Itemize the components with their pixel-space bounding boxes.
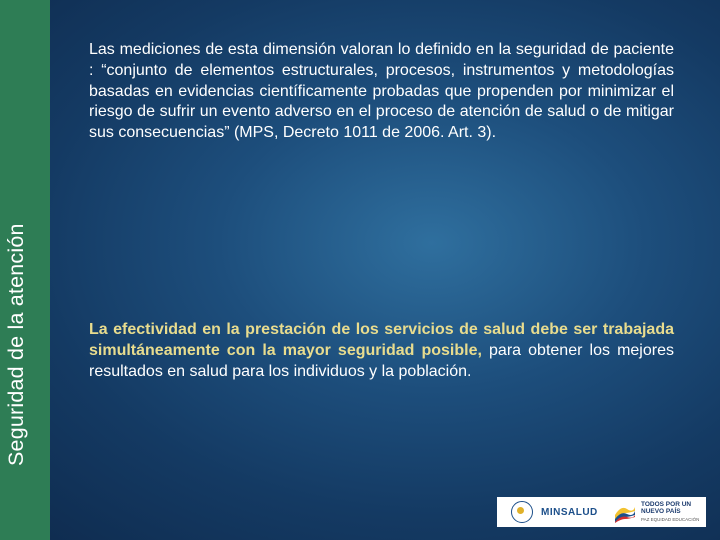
paragraph-effectiveness bbox=[89, 320, 674, 382]
footer-logos bbox=[497, 497, 706, 527]
logo-line-2: NUEVO PAÍS bbox=[641, 508, 681, 516]
minsalud-logo-text: MINSALUD bbox=[541, 506, 598, 518]
paragraph-rest-text: para obtener los mejores resultados en salud para los individuos y la población. bbox=[89, 341, 674, 380]
minsalud-logo bbox=[497, 501, 607, 523]
flag-wave-icon bbox=[613, 501, 637, 523]
government-logo-text bbox=[641, 501, 699, 524]
logo-line-1: TODOS POR UN bbox=[641, 500, 692, 508]
government-logo bbox=[607, 501, 699, 524]
paragraph-definition: Las mediciones de esta dimensión valoran lo definido en la seguridad de paciente : “conjunto de elementos estructurales, procesos, instrumentos y metodologías basadas en evidencias científicamente probadas que propenden por minimizar el riesgo de sufrir un evento adverso en el proceso de atención de salud o de mitigar sus consecuencias” (MPS, Decreto 1011 de 2006. Art. 3). bbox=[89, 41, 674, 142]
coat-of-arms-icon bbox=[511, 501, 533, 523]
slide-title: Seguridad de la atención bbox=[4, 223, 28, 466]
logo-line-3: PAZ EQUIDAD EDUCACIÓN bbox=[641, 516, 700, 522]
highlighted-text: La efectividad en la prestación de los servicios de salud debe ser trabajada simultáneamente con la mayor seguridad posible, bbox=[89, 321, 674, 359]
